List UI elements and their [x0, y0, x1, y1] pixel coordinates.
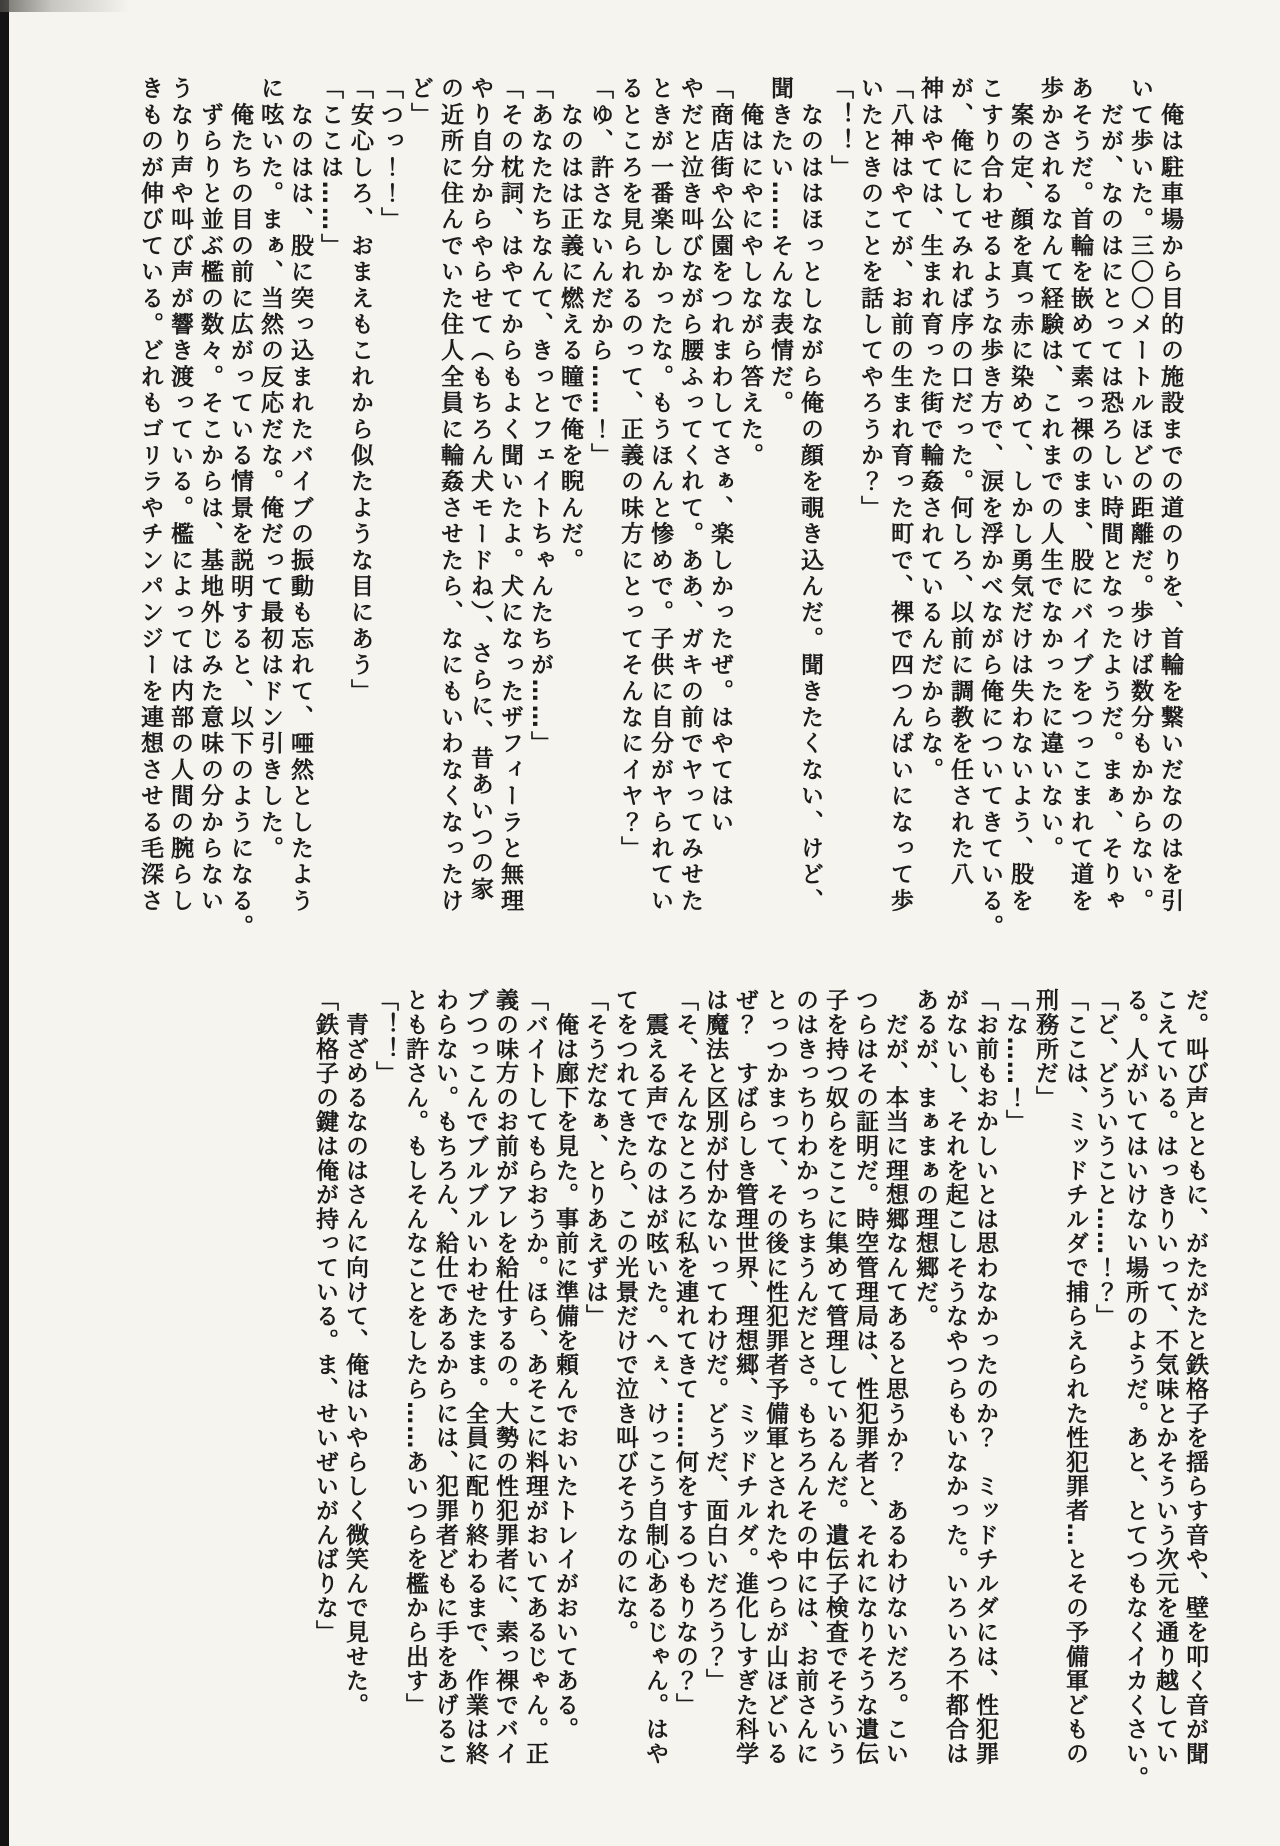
text-line: なのはは、股に突っ込まれたバイブの振動も忘れて、唖然としたよう: [287, 76, 313, 915]
text-line: 「バイトしてもらおうか。ほら、あそこに料理がおいてあるじゃん。正: [522, 988, 548, 1766]
text-line: 義の味方のお前がアレを給仕するの。大勢の性犯罪者に、素っ裸でバイ: [492, 988, 518, 1766]
text-line: 「ど、どういうこと……！？」: [1092, 988, 1118, 1329]
text-line: るところを見られるのって、正義の味方にとってそんなにイヤ？」: [617, 76, 643, 862]
text-line: がないし、それを起こしそうなやつらもいなかった。いろいろ不都合は: [942, 988, 968, 1766]
text-line: なのはは正義に燃える瞳で俺を睨んだ。: [557, 76, 583, 574]
text-line: 「ここは、ミッドチルダで捕らえられた性犯罪者…とその予備軍どもの: [1062, 988, 1088, 1766]
text-line: ときが一番楽しかったな。もうほんと惨めで。子供に自分がヤられてい: [647, 76, 673, 915]
text-line: が、俺にしてみれば序の口だった。何しろ、以前に調教を任された八: [947, 76, 973, 889]
text-line: こすり合わせるような歩き方で、涙を浮かべながら俺についてきている。: [977, 76, 1003, 941]
text-line: ぜ？ すばらしき管理世界、理想郷、ミッドチルダ。進化しすぎた科学: [732, 988, 758, 1766]
text-line: 「商店街や公園をつれまわしてさぁ、楽しかったぜ。はやてはい: [707, 76, 733, 836]
text-line: に呟いた。まぁ、当然の反応だな。俺だって最初はドン引きした。: [257, 76, 283, 862]
text-line: つらはその証明だ。時空管理局は、性犯罪者と、それになりそうな遺伝: [852, 988, 878, 1766]
text-line: 「ここは……」: [317, 76, 343, 260]
scan-corner-smudge: [0, 0, 130, 12]
text-line: 「安心しろ、おまえもこれから似たような目にあう」: [347, 76, 373, 705]
text-line: 俺はにやにやしながら答えた。: [737, 76, 763, 469]
text-line: ブつっこんでブルブルいわせたまま。全員に配り終わるまで、作業は終: [462, 988, 488, 1766]
text-line: の近所に住んでいた住人全員に輪姦させたら、なにもいわなくなったけ: [437, 76, 463, 915]
text-line: 「ゆ、許さないんだから……！」: [587, 76, 613, 469]
text-line: 青ざめるなのはさんに向けて、俺はいやらしく微笑んで見せた。: [342, 988, 368, 1717]
text-line: うなり声や叫び声が響き渡っている。檻によっては内部の人間の腕らし: [167, 76, 193, 915]
text-line: だが、本当に理想郷なんてあると思うか？ あるわけないだろ。こい: [882, 988, 908, 1766]
text-line: いたときのことを話してやろうか？」: [857, 76, 883, 522]
text-line: 「つっ！！」: [377, 76, 403, 234]
text-line: 神はやては、生まれ育った街で輪姦されているんだからな。: [917, 76, 943, 784]
text-line: とっつかまって、その後に性犯罪者予備軍とされたやつらが山ほどいる: [762, 988, 788, 1766]
text-line: 「！！」: [827, 76, 853, 181]
bottom-text-block: [310, 988, 1210, 1790]
text-line: きものが伸びている。どれもゴリラやチンパンジーを連想させる毛深さ: [137, 76, 163, 915]
text-line: ずらりと並ぶ檻の数々。そこからは、基地外じみた意味の分からない: [197, 76, 223, 915]
text-line: ど」: [407, 76, 433, 129]
text-line: のはきっちりわかっちまうんだとさ。もちろんその中には、お前さんに: [792, 988, 818, 1766]
text-line: 「そうだなぁ、とりあえずは」: [582, 988, 608, 1329]
text-line: 俺は廊下を見た。事前に準備を頼んでおいたトレイがおいてある。: [552, 988, 578, 1742]
text-line: 子を持つ奴らをここに集めて管理しているんだ。遺伝子検査でそういう: [822, 988, 848, 1766]
text-line: てをつれてきたら、この光景だけで泣き叫びそうなのにな。: [612, 988, 638, 1645]
text-line: わらない。もちろん、給仕であるからには、犯罪者どもに手をあげるこ: [432, 988, 458, 1766]
text-line: いて歩いた。三〇〇メートルほどの距離だ。歩けば数分もかからない。: [1127, 76, 1153, 915]
text-line: 「お前もおかしいとは思わなかったのか？ ミッドチルダには、性犯罪: [972, 988, 998, 1766]
text-line: 案の定、顔を真っ赤に染めて、しかし勇気だけは失わないよう、股を: [1007, 76, 1033, 915]
text-line: 刑務所だ」: [1032, 988, 1058, 1110]
text-line: とも許さん。もしそんなことをしたら……あいつらを檻から出す」: [402, 988, 428, 1717]
text-line: 聞きたい……そんな表情だ。: [767, 76, 793, 417]
text-line: 「！！」: [372, 988, 398, 1086]
text-line: なのははほっとしながら俺の顔を覗き込んだ。聞きたくない、けど、: [797, 76, 823, 915]
scan-left-edge-bar: [0, 0, 9, 1846]
text-line: る。人がいてはいけない場所のようだ。あと、とてつもなくイカくさい。: [1122, 988, 1148, 1790]
text-line: あるが、まぁまぁの理想郷だ。: [912, 988, 938, 1329]
text-line: あそうだ。首輪を嵌めて素っ裸のまま、股にバイブをつっこまれて道を: [1067, 76, 1093, 915]
text-line: 俺は駐車場から目的の施設までの道のりを、首輪を繋いだなのはを引: [1157, 76, 1183, 915]
text-line: やり自分からやらせて（もちろん犬モードね）、さらに、昔あいつの家: [467, 76, 493, 903]
text-line: は魔法と区別が付かないってわけだ。どうだ、面白いだろう？」: [702, 988, 728, 1693]
text-line: だが、なのはにとっては恐ろしい時間となったようだ。まぁ、そりゃ: [1097, 76, 1123, 915]
text-line: 「その枕詞、はやてからもよく聞いたよ。犬になったザフィーラと無理: [497, 76, 523, 915]
text-line: 「そ、そんなところに私を連れてきて……何をするつもりなの？」: [672, 988, 698, 1717]
text-line: 歩かされるなんて経験は、これまでの人生でなかったに違いない。: [1037, 76, 1063, 862]
text-line: こえている。はっきりいって、不気味とかそういう次元を通り越してい: [1152, 988, 1178, 1766]
text-line: 俺たちの目の前に広がっている情景を説明すると、以下のようになる。: [227, 76, 253, 941]
top-text-block: [135, 76, 1185, 941]
text-line: だ。叫び声とともに、がたがたと鉄格子を揺らす音や、壁を叩く音が聞: [1182, 988, 1208, 1766]
text-line: 震える声でなのはが呟いた。へぇ、けっこう自制心あるじゃん。はや: [642, 988, 668, 1766]
text-line: 「八神はやてが、お前の生まれ育った町で、裸で四つんばいになって歩: [887, 76, 913, 915]
text-line: 「な……！」: [1002, 988, 1028, 1134]
text-line: やだと泣き叫びながら腰ふってくれて。ああ、ガキの前でヤってみせた: [677, 76, 703, 915]
text-line: 「あなたたちなんて、きっとフェイトちゃんたちが……」: [527, 76, 553, 758]
text-line: 「鉄格子の鍵は俺が持っている。ま、せいぜいがんばりな」: [312, 988, 338, 1645]
